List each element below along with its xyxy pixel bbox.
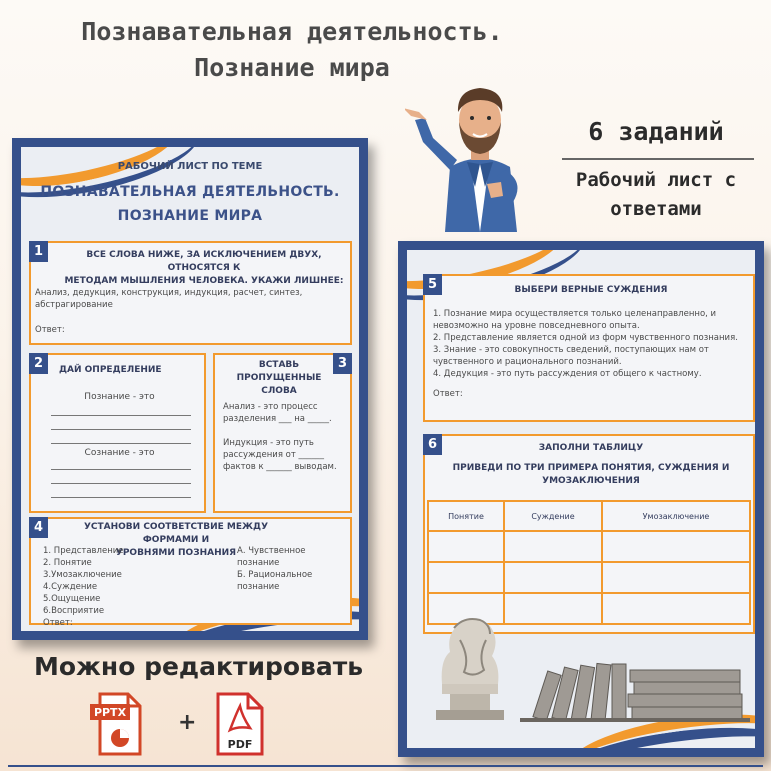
man-pointing-illustration — [405, 72, 555, 232]
task-number: 1 — [29, 241, 48, 262]
table-row — [428, 531, 750, 562]
task-4-box — [29, 517, 352, 628]
column-header: Понятие — [428, 501, 504, 531]
worksheet-page-1 — [12, 138, 368, 640]
task-number: 5 — [423, 274, 442, 295]
product-info — [548, 112, 764, 224]
task-number: 2 — [29, 353, 48, 374]
task-5-heading: ВЫБЕРИ ВЕРНЫЕ СУЖДЕНИЯ — [514, 285, 668, 295]
answer-label: Ответ: — [433, 389, 463, 399]
divider — [562, 158, 754, 160]
answer-label: Ответ: — [35, 325, 65, 335]
pptx-file-icon — [90, 692, 142, 756]
pdf-file-icon — [214, 692, 266, 756]
main-title-line2: Познание мира — [194, 53, 390, 82]
task-4-heading: УСТАНОВИ СООТВЕТСТВИЕ МЕЖДУ ФОРМАМИ И УРОВНЯМИ ПОЗНАНИЯ — [83, 522, 269, 558]
definition-item-2: Сознание - это — [84, 448, 155, 458]
table-header-row — [428, 501, 750, 531]
levels-list: А. Чувственное познание Б. Рациональное познание — [237, 546, 313, 592]
task-3-heading: ВСТАВЬ ПРОПУЩЕННЫЕ СЛОВА — [236, 360, 322, 396]
task-3-box — [213, 353, 352, 513]
tasks-count: 6 заданий — [588, 117, 724, 146]
subtitle-line1: Рабочий лист с — [575, 169, 737, 191]
column-header: Суждение — [504, 501, 602, 531]
task-6-subheading: ПРИВЕДИ ПО ТРИ ПРИМЕРА ПОНЯТИЯ, СУЖДЕНИЯ И УМОЗАКЛЮЧЕНИЯ — [452, 463, 730, 486]
main-title-line1: Познавательная деятельность. — [81, 17, 503, 46]
statements-list: 1. Познание мира осуществляется только целенаправленно, и невозможно на уровне повседневного опыта. 2. Представление является одной из форм чувственного познания. 3. Знание - это совокупность сведений, поступающих нам от чувственного и рационального познаний. 4. Дедукция - это путь рассуждения от общего к частному. — [433, 309, 738, 379]
task-number: 3 — [333, 353, 352, 374]
pdf-label: PDF — [227, 738, 253, 751]
definition-item-1: Познание - это — [84, 392, 155, 402]
examples-table — [427, 500, 751, 625]
bottom-divider — [8, 765, 763, 767]
worksheet-title-line1: ПОЗНАВАТЕЛЬНАЯ ДЕЯТЕЛЬНОСТЬ. — [40, 184, 340, 200]
bust-and-books-illustration — [420, 610, 750, 722]
task-6-heading: ЗАПОЛНИ ТАБЛИЦУ — [538, 443, 644, 453]
worksheet-title-line2: ПОЗНАНИЕ МИРА — [117, 208, 263, 224]
column-header: Умозаключение — [602, 501, 750, 531]
forms-list: 1. Представление 2. Понятие 3.Умозаключение 4.Суждение 5.Ощущение 6.Восприятие Ответ: — [43, 546, 124, 628]
task-1-text: Анализ, дедукция, конструкция, индукция, расчет, синтез, абстрагирование — [35, 288, 303, 310]
subtitle-line2: ответами — [610, 198, 702, 220]
task-1-heading: ВСЕ СЛОВА НИЖЕ, ЗА ИСКЛЮЧЕНИЕМ ДВУХ, ОТНОСЯТСЯ К МЕТОДАМ МЫШЛЕНИЯ ЧЕЛОВЕКА. УКАЖИ ЛИШНЕЕ: — [64, 250, 344, 286]
task-1-box — [29, 241, 352, 345]
task-2-box — [29, 353, 206, 513]
task-number: 4 — [29, 517, 48, 538]
task-6-box — [423, 434, 755, 634]
pptx-label: PPTX — [93, 706, 127, 719]
editable-note: Можно редактировать — [34, 652, 364, 681]
task-3-text: Анализ - это процесс разделения ___ на _____. Индукция - это путь рассуждения от ______ фактов к ______ выводам. — [223, 402, 337, 472]
worksheet-label: РАБОЧИЙ ЛИСТ ПО ТЕМЕ — [117, 161, 263, 172]
task-2-heading: ДАЙ ОПРЕДЕЛЕНИЕ — [59, 365, 162, 375]
task-number: 6 — [423, 434, 442, 455]
task-5-box — [423, 274, 755, 422]
table-row — [428, 562, 750, 593]
plus-sign: + — [178, 710, 197, 735]
